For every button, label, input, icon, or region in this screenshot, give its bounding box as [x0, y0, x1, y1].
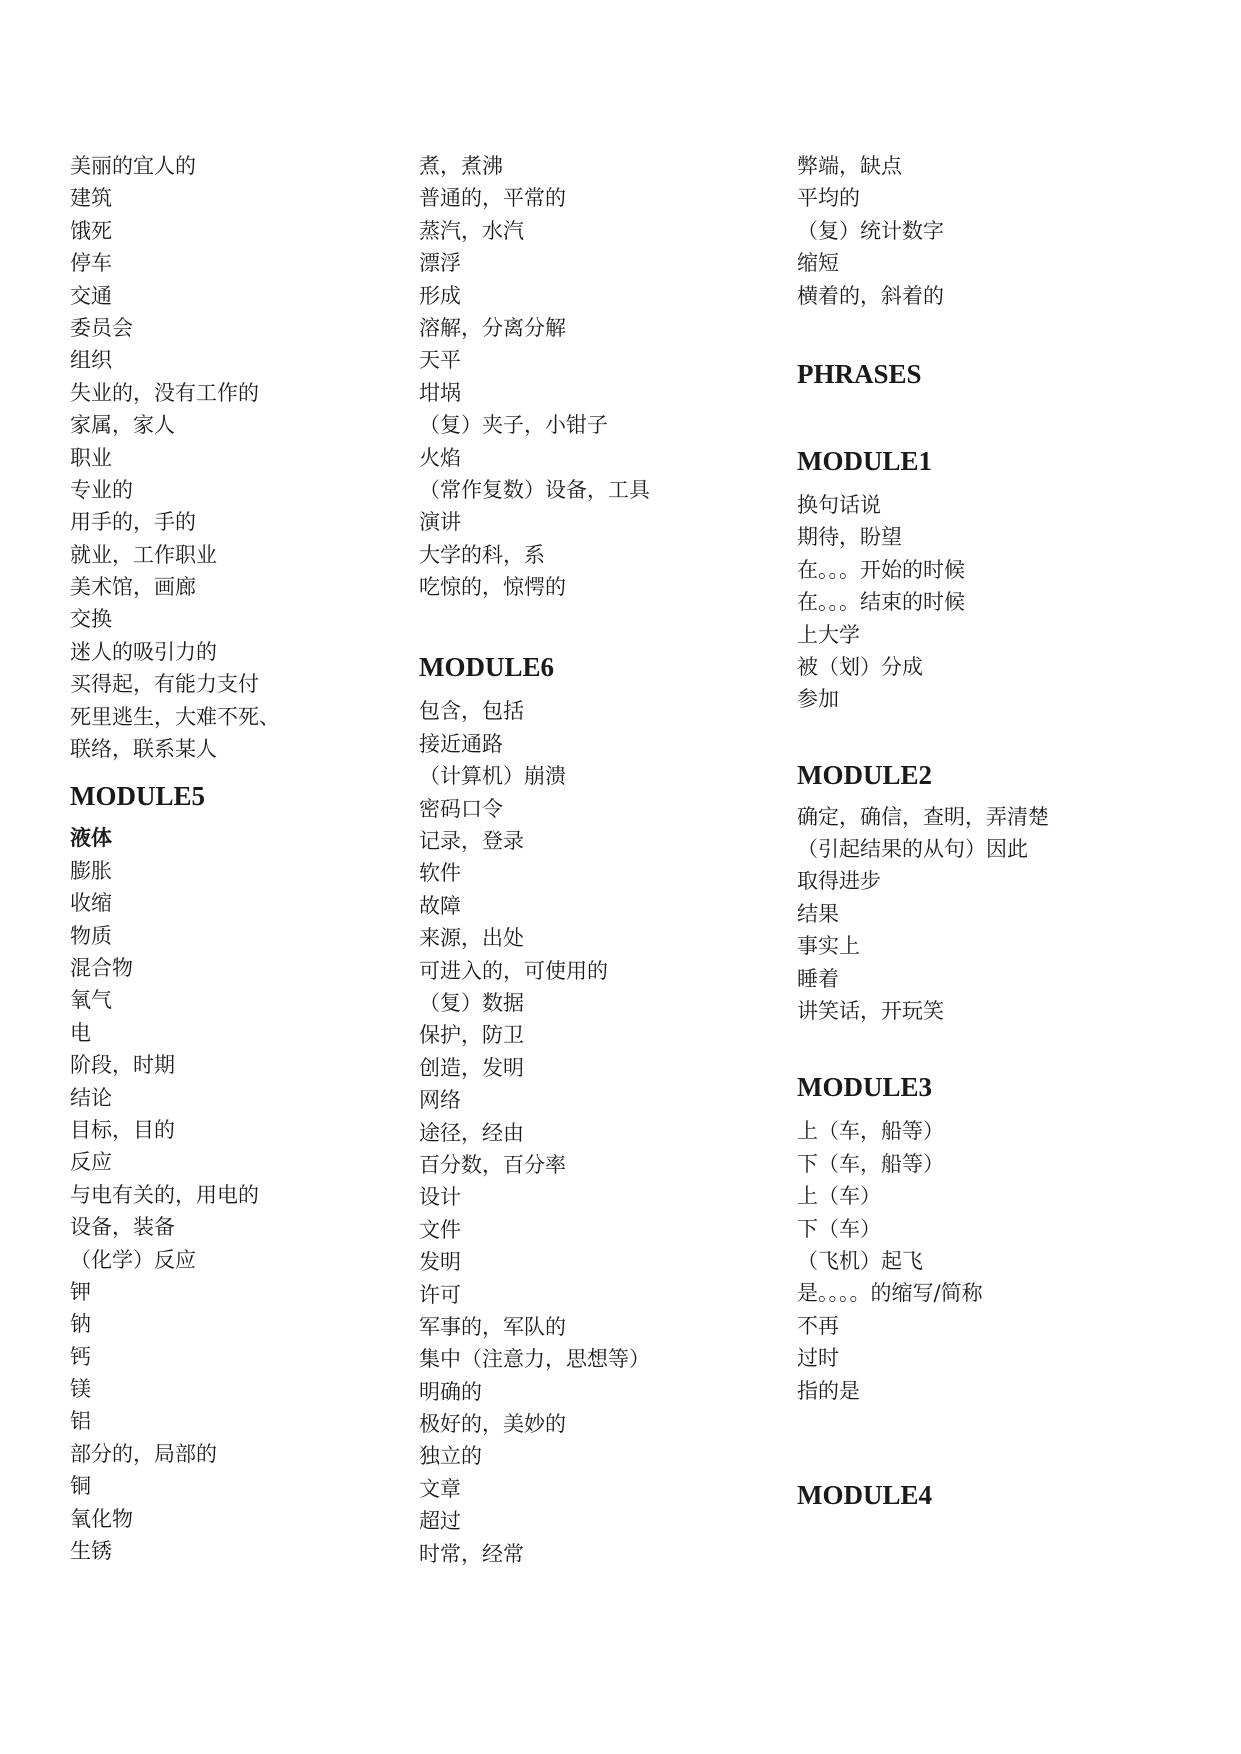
- vocab-item: 设计: [419, 1185, 461, 1210]
- vocab-item: 天平: [419, 348, 461, 373]
- vocab-item: 缩短: [797, 251, 839, 276]
- vocab-item: 联络，联系某人: [70, 737, 217, 762]
- vocab-item: 电: [70, 1020, 91, 1045]
- vocab-item: 大学的科，系: [419, 542, 545, 567]
- vocab-item: 换句话说: [797, 492, 881, 517]
- vocab-item: 吃惊的，惊愕的: [419, 575, 566, 600]
- vocab-item: 取得进步: [797, 869, 881, 894]
- vocab-item: 铝: [70, 1409, 91, 1434]
- vocab-item: 指的是: [797, 1378, 860, 1403]
- vocab-item: 生锈: [70, 1539, 112, 1564]
- vocab-item: 讲笑话，开玩笑: [797, 999, 944, 1024]
- vocab-item: 设备，装备: [70, 1215, 175, 1240]
- vocab-item: 集中（注意力，思想等）: [419, 1347, 650, 1372]
- left-column: [70, 150, 390, 1567]
- vocab-item: 平均的: [797, 186, 860, 211]
- vocab-item: 来源，出处: [419, 926, 524, 951]
- vocab-item: 可进入的，可使用的: [419, 958, 608, 983]
- vocab-item: 阶段，时期: [70, 1053, 175, 1078]
- vocab-item: 下（车，船等）: [797, 1151, 944, 1176]
- section-heading: MODULE5: [70, 781, 205, 812]
- vocab-item: 超过: [419, 1509, 461, 1534]
- vocab-item: 确定，确信，查明，弄清楚: [797, 804, 1049, 829]
- vocab-item: 结果: [797, 901, 839, 926]
- vocab-item: 钠: [70, 1312, 91, 1337]
- vocab-item: （飞机）起飞: [797, 1248, 923, 1273]
- vocab-item: 文章: [419, 1476, 461, 1501]
- vocab-item: 交换: [70, 607, 112, 632]
- vocab-item: 上（车，船等）: [797, 1119, 944, 1144]
- vocab-item: 膨胀: [70, 858, 112, 883]
- vocab-item: 明确的: [419, 1379, 482, 1404]
- vocab-item: 专业的: [70, 477, 133, 502]
- vocab-item: 文件: [419, 1217, 461, 1242]
- vocab-item: 溶解，分离分解: [419, 315, 566, 340]
- vocab-item: 家属，家人: [70, 413, 175, 438]
- vocab-item: 军事的，军队的: [419, 1314, 566, 1339]
- vocab-item: 收缩: [70, 891, 112, 916]
- vocab-item: （复）夹子，小钳子: [419, 413, 608, 438]
- vocab-item: 途径，经由: [419, 1120, 524, 1145]
- vocab-item: 极好的，美妙的: [419, 1412, 566, 1437]
- vocab-item: 保护，防卫: [419, 1023, 524, 1048]
- vocab-item: 上大学: [797, 622, 860, 647]
- vocab-item: 横着的，斜着的: [797, 283, 944, 308]
- vocab-item: （复）统计数字: [797, 218, 944, 243]
- vocab-item: 铜: [70, 1474, 91, 1499]
- vocab-item: 独立的: [419, 1444, 482, 1469]
- vocab-item: 故障: [419, 893, 461, 918]
- vocab-item: 组织: [70, 348, 112, 373]
- vocab-item: 买得起，有能力支付: [70, 672, 259, 697]
- section-heading: PHRASES: [797, 358, 922, 389]
- vocab-item: 睡着: [797, 966, 839, 991]
- vocab-item: 时常，经常: [419, 1541, 524, 1566]
- vocab-item: 创造，发明: [419, 1055, 524, 1080]
- vocab-item: （化学）反应: [70, 1247, 196, 1272]
- vocab-item: 美丽的宜人的: [70, 154, 196, 178]
- vocab-item: 在。。。开始的时候: [797, 557, 965, 582]
- vocab-item: 停车: [70, 251, 112, 276]
- section-heading: MODULE1: [797, 445, 932, 476]
- vocab-item: 火焰: [419, 445, 461, 470]
- middle-column: [419, 150, 779, 1570]
- vocab-item: 死里逃生，大难不死、: [70, 704, 280, 729]
- vocab-item: 蒸汽，水汽: [419, 218, 524, 243]
- vocab-item: 百分数，百分率: [419, 1152, 566, 1177]
- section-heading: MODULE2: [797, 759, 932, 790]
- vocab-item: 失业的，没有工作的: [70, 380, 259, 405]
- vocab-item: 部分的，局部的: [70, 1441, 217, 1466]
- vocab-item: 参加: [797, 687, 839, 712]
- vocab-item: 演讲: [419, 510, 461, 535]
- vocab-item: 混合物: [70, 955, 133, 980]
- vocab-item: 反应: [70, 1150, 112, 1175]
- vocab-item: 记录，登录: [419, 829, 524, 854]
- section-heading: MODULE3: [797, 1072, 932, 1103]
- vocab-item: 不再: [797, 1313, 839, 1338]
- vocab-item: 坩埚: [419, 380, 461, 405]
- vocab-item: 钾: [70, 1279, 91, 1304]
- vocab-item: 煮，煮沸: [419, 154, 503, 178]
- vocab-item: （常作复数）设备，工具: [419, 477, 650, 502]
- vocab-item: 就业，工作职业: [70, 542, 217, 567]
- vocab-item: 交通: [70, 283, 112, 308]
- vocab-item: 普通的，平常的: [419, 186, 566, 211]
- vocab-item: 期待，盼望: [797, 525, 902, 550]
- vocab-item: 软件: [419, 861, 461, 886]
- section-heading: MODULE6: [419, 652, 554, 683]
- vocab-item: （引起结果的从句）因此: [797, 837, 1028, 862]
- vocab-item: 密码口令: [419, 796, 503, 821]
- vocab-item: 结论: [70, 1085, 112, 1110]
- vocab-item: 氧气: [70, 988, 112, 1013]
- vocab-item: 委员会: [70, 315, 133, 340]
- vocab-item: 漂浮: [419, 251, 461, 276]
- vocab-item: 弊端，缺点: [797, 154, 902, 178]
- vocab-item: 过时: [797, 1346, 839, 1371]
- vocab-item: 网络: [419, 1088, 461, 1113]
- vocab-item: 迷人的吸引力的: [70, 639, 217, 664]
- vocab-item: 职业: [70, 445, 112, 470]
- vocab-item: 接近通路: [419, 731, 503, 756]
- vocab-item: 事实上: [797, 934, 860, 959]
- vocab-item: 目标，目的: [70, 1117, 175, 1142]
- vocab-item: 是。。。。的缩写/简称: [797, 1281, 983, 1306]
- vocab-item: 物质: [70, 923, 112, 948]
- vocab-item: 镁: [70, 1377, 91, 1402]
- vocab-item: 在。。。结束的时候: [797, 590, 965, 615]
- vocab-item: 建筑: [70, 186, 112, 211]
- vocab-item: 液体: [70, 825, 112, 851]
- vocab-item: 钙: [70, 1344, 91, 1369]
- vocab-item: 与电有关的，用电的: [70, 1182, 259, 1207]
- vocab-item: 饿死: [70, 218, 112, 243]
- section-heading: MODULE4: [797, 1479, 932, 1510]
- vocab-item: （计算机）崩溃: [419, 764, 566, 789]
- right-column: [797, 150, 1217, 1511]
- vocab-item: 被（划）分成: [797, 654, 923, 679]
- vocab-item: 氧化物: [70, 1506, 133, 1531]
- vocab-item: 许可: [419, 1282, 461, 1307]
- vocab-item: 形成: [419, 283, 461, 308]
- vocab-item: 用手的，手的: [70, 510, 196, 535]
- vocab-item: （复）数据: [419, 990, 524, 1015]
- vocab-item: 上（车）: [797, 1184, 881, 1209]
- vocab-item: 下（车）: [797, 1216, 881, 1241]
- vocab-item: 发明: [419, 1250, 461, 1275]
- vocab-item: 美术馆，画廊: [70, 575, 196, 600]
- vocab-item: 包含，包括: [419, 699, 524, 724]
